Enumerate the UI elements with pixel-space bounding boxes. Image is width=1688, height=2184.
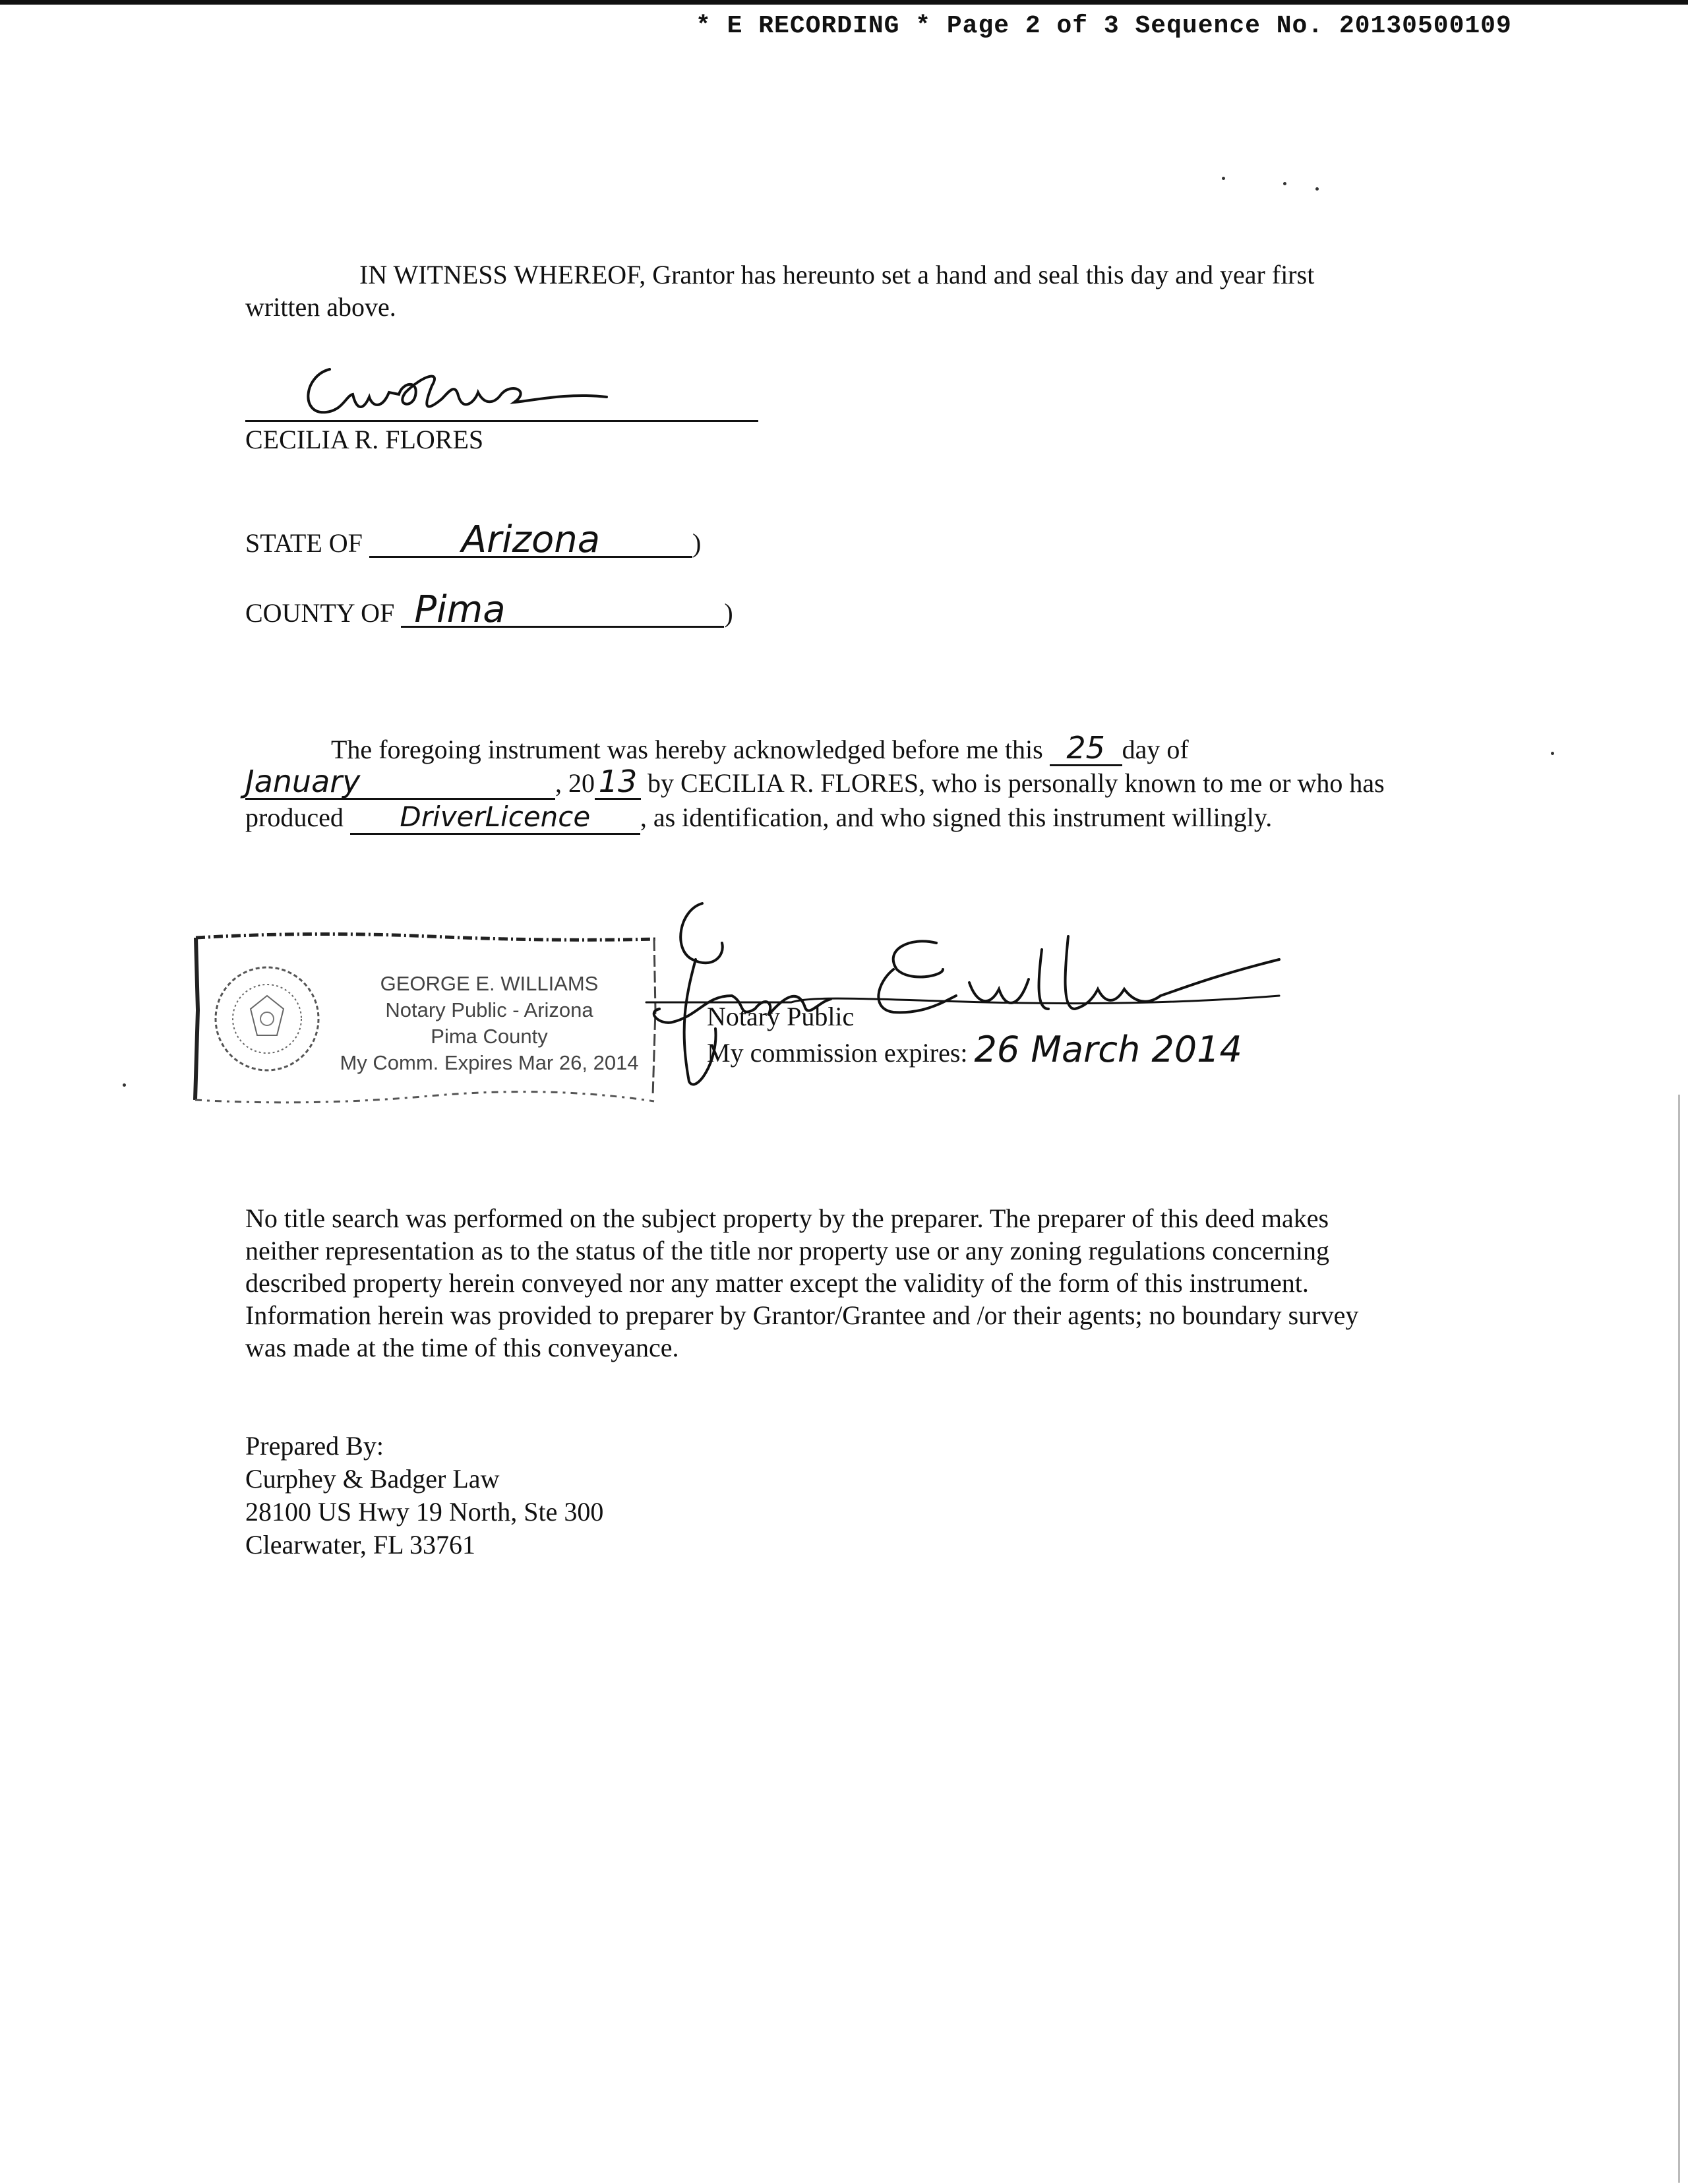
ack-day: 25	[1050, 732, 1122, 766]
stamp-title: Notary Public - Arizona	[385, 998, 593, 1021]
notary-commission-row	[707, 1029, 1242, 1070]
scan-edge-line-right	[1678, 1095, 1680, 2183]
county-row	[245, 588, 733, 631]
state-label: STATE OF	[245, 528, 363, 558]
grantor-name: CECILIA R. FLORES	[245, 425, 484, 454]
preparer-address-2: Clearwater, FL 33761	[245, 1530, 476, 1560]
preparer-label: Prepared By:	[245, 1431, 384, 1461]
acknowledgment-line-3	[245, 801, 1272, 835]
scan-speck	[1315, 187, 1319, 191]
recording-header: * E RECORDING * Page 2 of 3 Sequence No. 20130500109	[696, 12, 1512, 40]
stamp-name: GEORGE E. WILLIAMS	[380, 972, 599, 995]
scan-edge-line	[0, 0, 1688, 5]
scan-speck	[1222, 177, 1225, 180]
ack-text-2: day of	[1122, 735, 1189, 764]
state-bracket: )	[692, 528, 702, 558]
state-value: Arizona	[369, 524, 692, 558]
ack-text-4: , as identification, and who signed this instrument willingly.	[640, 803, 1273, 832]
acknowledgment-line-2	[245, 766, 1385, 800]
notary-stamp	[193, 931, 661, 1107]
ack-month: January	[245, 766, 555, 800]
scan-speck	[123, 1083, 126, 1087]
acknowledgment-line-1	[331, 732, 1189, 766]
witness-line-2: written above.	[245, 292, 396, 322]
preparer-firm: Curphey & Badger Law	[245, 1464, 500, 1494]
ack-text-3: by CECILIA R. FLORES, who is personally known to me or who has	[648, 768, 1385, 798]
disclaimer-line-2: neither representation as to the status of the title nor property use or any zoning regulations concerning	[245, 1236, 1329, 1265]
stamp-expires: My Comm. Expires Mar 26, 2014	[340, 1051, 639, 1074]
ack-produced-label: produced	[245, 803, 344, 832]
commission-value: 26 March 2014	[974, 1029, 1242, 1070]
notary-title: Notary Public	[707, 1002, 855, 1031]
commission-label: My commission expires:	[707, 1038, 968, 1068]
scan-speck	[1283, 182, 1286, 185]
witness-line-1: IN WITNESS WHEREOF, Grantor has hereunto set a hand and seal this day and year first	[359, 260, 1315, 289]
state-row	[245, 518, 702, 561]
preparer-address-1: 28100 US Hwy 19 North, Ste 300	[245, 1497, 604, 1527]
ack-text-1: The foregoing instrument was hereby acknowledged before me this	[331, 735, 1043, 764]
ack-year-prefix: , 20	[555, 768, 595, 798]
disclaimer-line-5: was made at the time of this conveyance.	[245, 1333, 679, 1362]
grantor-signature-line	[245, 420, 758, 422]
grantor-signature	[290, 356, 633, 422]
notary-seal-icon	[211, 963, 323, 1075]
scan-speck	[1551, 752, 1554, 755]
ack-id: DriverLicence	[350, 801, 640, 835]
ack-year: 13	[595, 766, 641, 800]
county-label: COUNTY OF	[245, 598, 395, 628]
stamp-county: Pima County	[431, 1025, 548, 1048]
disclaimer-line-4: Information herein was provided to preparer by Grantor/Grantee and /or their agents; no boundary survey	[245, 1300, 1359, 1330]
county-value: Pima	[401, 593, 724, 628]
disclaimer-line-1: No title search was performed on the subject property by the preparer. The preparer of this deed makes	[245, 1203, 1329, 1233]
county-bracket: )	[724, 598, 733, 628]
disclaimer-line-3: described property herein conveyed nor any matter except the validity of the form of this instrument.	[245, 1268, 1309, 1298]
